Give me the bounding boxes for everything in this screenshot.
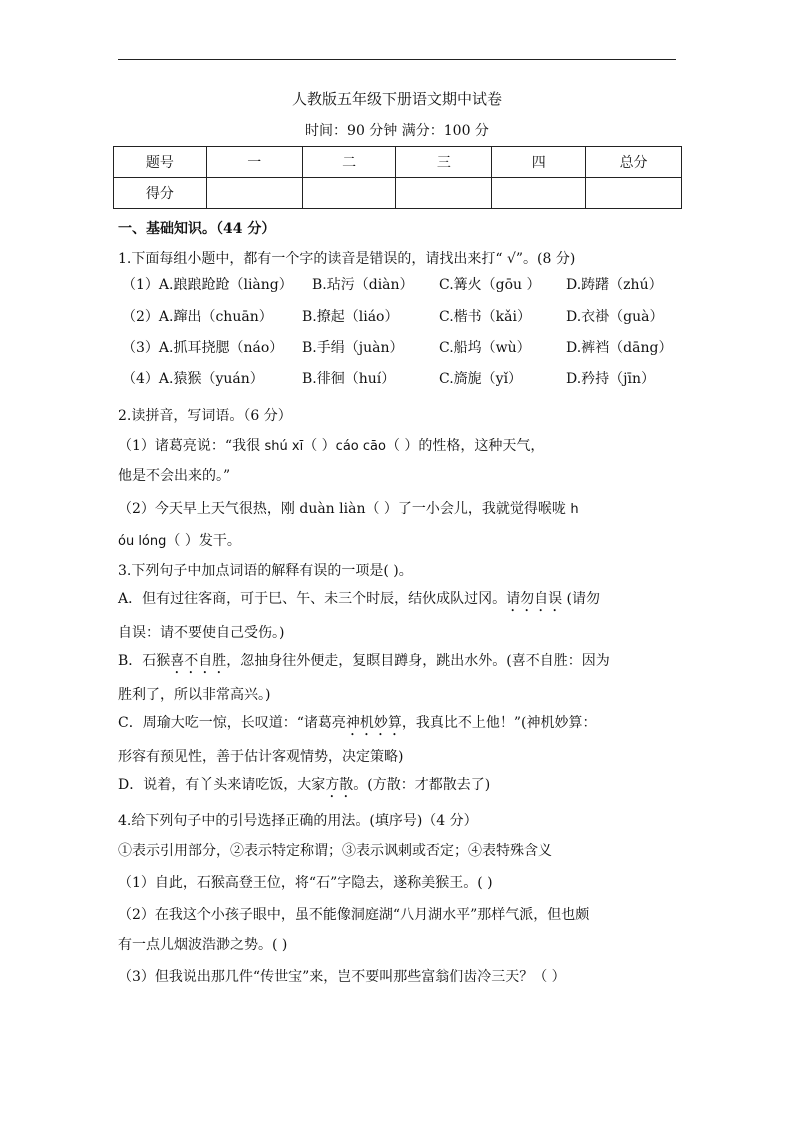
q2-line-2: 他是不会出来的。”: [118, 468, 231, 484]
score-header-cell: 一: [206, 147, 302, 178]
q1-option: （1）A.踉踉跄跄（liàng）: [122, 277, 293, 293]
q1-option: B.撩起（liáo）: [302, 309, 399, 325]
q4-sentence-1: （1）自此，石猴高登王位，将“石”字隐去，遂称美猴王。( ): [118, 875, 493, 891]
q3-option-c-cont: 形容有预见性，善于估计客观情势，决定策略): [118, 749, 404, 765]
q4-options: ①表示引用部分，②表示特定称谓；③表示讽刺或否定；④表特殊含义: [118, 843, 552, 859]
q3-option-c: [118, 712, 597, 739]
score-header-cell: 总分: [586, 147, 682, 178]
score-cell[interactable]: [492, 178, 586, 209]
q2-pinyin: h: [570, 502, 579, 517]
q3-stem: 3.下列句子中加点词语的解释有误的一项是( )。: [118, 563, 413, 579]
score-cell[interactable]: [396, 178, 492, 209]
q3-key-word: 喜不自胜: [170, 653, 227, 669]
q1-option: C.篝火（gōu ）: [439, 277, 541, 293]
exam-title: 人教版五年级下册语文期中试卷: [291, 90, 502, 108]
q3-key-word: 神机妙算: [345, 715, 402, 731]
q1-option: D.衣褂（guà）: [566, 309, 664, 325]
score-header-cell: 题号: [114, 147, 207, 178]
score-header-cell: 二: [302, 147, 396, 178]
q2-text: （2）今天早上天气很热，刚 duàn liàn（ ）了一小会儿，我就觉得喉咙: [118, 501, 571, 517]
q4-sentence-3: （3）但我说出那几件“传世宝”来，岂不要叫那些富翁们齿冷三天？（ ）: [118, 969, 566, 985]
q2-text: （ ）发干。: [166, 533, 241, 549]
q1-option: （2）A.蹿出（chuān）: [122, 309, 273, 325]
q1-row: [122, 337, 682, 359]
score-table: [113, 146, 682, 209]
score-table-header-row: [114, 147, 682, 178]
q1-option: C.楷书（kǎi）: [439, 309, 531, 325]
q1-row: [122, 306, 682, 328]
q2-text: （1）诸葛亮说：“我很: [118, 438, 265, 454]
q1-option: D.裤裆（dāng）: [566, 340, 673, 356]
score-row-label: 得分: [114, 178, 207, 209]
q3-key-word: 请勿自误: [506, 591, 563, 607]
q3-text: ，我真比不上他！”(神机妙算：: [401, 715, 597, 731]
q3-option-a: [118, 588, 600, 615]
q3-text: C．周瑜大吃一惊，长叹道：“诸葛亮: [118, 715, 346, 731]
section-1-heading: 一、基础知识。（44 分）: [118, 221, 276, 237]
q1-option: B.手绢（juàn）: [302, 340, 404, 356]
q1-row: [122, 368, 682, 390]
q3-key-word: 方散: [325, 777, 354, 793]
q3-option-b-cont: 胜利了，所以非常高兴。): [118, 687, 271, 703]
q1-option: （3）A.抓耳挠腮（náo）: [122, 340, 284, 356]
score-cell[interactable]: [206, 178, 302, 209]
q3-option-b: [118, 650, 610, 677]
score-cell[interactable]: [586, 178, 682, 209]
q2-pinyin: shú xī: [264, 439, 304, 454]
q4-stem: 4.给下列句子中的引号选择正确的用法。(填序号)（4 分）: [118, 813, 478, 829]
q4-sentence-2-cont: 有一点儿烟波浩渺之势。( ): [118, 937, 288, 953]
q3-option-d: [118, 774, 490, 801]
q3-text: ，忽抽身往外便走，复瞑目蹲身，跳出水外。(喜不自胜：因为: [226, 653, 610, 669]
q2-stem: 2.读拼音，写词语。（6 分）: [118, 408, 292, 424]
header-rule: [118, 59, 676, 60]
q2-pinyin: óu lóng: [118, 534, 167, 549]
q1-option: （4）A.猿猴（yuán）: [122, 371, 264, 387]
q2-pinyin: cáo cāo: [335, 439, 386, 454]
q2-line-3: [118, 498, 579, 518]
q3-option-a-cont: 自误：请不要使自己受伤。): [118, 625, 285, 641]
q1-row: [122, 274, 682, 296]
exam-subtitle: 时间：90 分钟 满分：100 分: [305, 123, 489, 139]
q1-option: D.踌躇（zhú）: [566, 277, 663, 293]
q1-option: B.徘徊（huí）: [302, 371, 396, 387]
q1-option: B.玷污（diàn）: [312, 277, 414, 293]
q2-line-1: [118, 435, 544, 455]
q3-text: D．说着，有丫头来请吃饭，大家: [118, 777, 326, 793]
score-table-score-row: [114, 178, 682, 209]
q3-text: B．石猴: [118, 653, 171, 669]
q1-option: C.旖旎（yǐ）: [439, 371, 523, 387]
q2-blank[interactable]: （ ）: [303, 438, 336, 454]
score-cell[interactable]: [302, 178, 396, 209]
score-header-cell: 四: [492, 147, 586, 178]
q3-text: 。(方散：才都散去了): [353, 777, 491, 793]
q1-stem: 1.下面每组小题中，都有一个字的读音是错误的，请找出来打“ √”。(8 分): [118, 251, 576, 267]
q3-text: A．但有过往客商，可于巳、午、未三个时辰，结伙成队过冈。: [118, 591, 507, 607]
q1-option: D.矜持（jīn）: [566, 371, 656, 387]
q2-text: （ ）的性格，这种天气，: [385, 438, 545, 454]
q1-option: C.船坞（wù）: [439, 340, 531, 356]
q3-text: (请勿: [562, 591, 601, 607]
q4-sentence-2: （2）在我这个小孩子眼中，虽不能像洞庭湖“八月湖水平”那样气派，但也颇: [118, 907, 590, 923]
score-header-cell: 三: [396, 147, 492, 178]
q2-line-4: [118, 530, 241, 550]
